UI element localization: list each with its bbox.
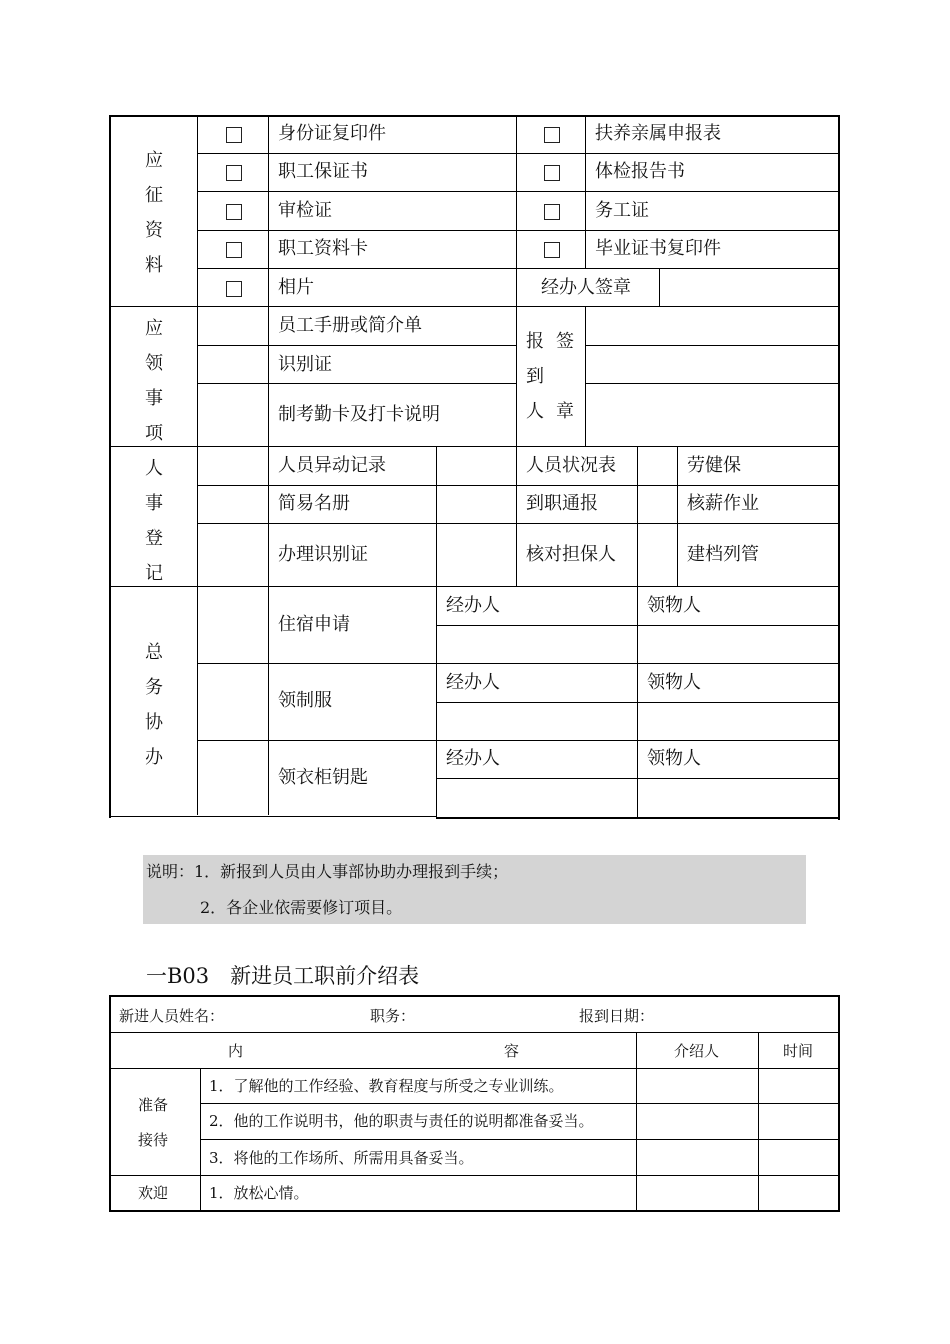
column-header-content-left: 内 (228, 1042, 244, 1060)
hr-item-status-table: 人员状况表 (526, 455, 616, 476)
ga-agent-label: 经办人 (446, 595, 500, 616)
checkbox-photo[interactable] (226, 281, 242, 297)
ga-item-uniform: 领制服 (278, 690, 332, 711)
table-border-top (109, 115, 840, 117)
table-border-bottom-left (109, 816, 437, 817)
hr-item-insurance: 劳健保 (687, 455, 741, 476)
item-staff-record-card: 职工资料卡 (278, 238, 368, 259)
ga-item-dorm-application: 住宿申请 (278, 614, 350, 635)
new-hire-name-label: 新进人员姓名： (119, 1007, 225, 1025)
item-employee-handbook: 员工手册或简介单 (278, 315, 422, 336)
hr-item-change-record: 人员异动记录 (278, 455, 386, 476)
remark-line-2: 2．各企业依需要修订项目。 (200, 898, 403, 917)
hr-item-arrival-notice: 到职通报 (526, 493, 598, 514)
item-guarantee-letter: 职工保证书 (278, 161, 368, 182)
table-row: 2．他的工作说明书，他的职责与责任的说明都准备妥当。 (209, 1112, 594, 1130)
group-label-welcome: 欢迎 (138, 1184, 169, 1202)
item-diploma-copy: 毕业证书复印件 (595, 238, 721, 259)
ga-agent-label: 经办人 (446, 672, 500, 693)
ga-agent-label: 经办人 (446, 748, 500, 769)
position-field[interactable] (420, 1001, 570, 1027)
item-work-permit: 务工证 (595, 200, 649, 221)
table-row: 1．放松心情。 (209, 1184, 309, 1202)
hr-item-issue-id: 办理识别证 (278, 544, 368, 565)
item-attendance-card: 制考勤卡及打卡说明 (278, 404, 440, 425)
checkbox-dependents-form[interactable] (544, 127, 560, 143)
position-label: 职务： (370, 1007, 416, 1025)
column-header-time: 时间 (783, 1042, 814, 1060)
hr-item-salary: 核薪作业 (687, 493, 759, 514)
report-date-field[interactable] (660, 1001, 830, 1027)
checkbox-staff-record-card[interactable] (226, 242, 242, 258)
remark-line-1: 说明：1．新报到人员由人事部协助办理报到手续； (146, 862, 509, 881)
item-id-card-copy: 身份证复印件 (278, 123, 386, 144)
item-dependents-form: 扶养亲属申报表 (595, 123, 721, 144)
checkbox-id-card-copy[interactable] (226, 127, 242, 143)
column-header-introducer: 介绍人 (674, 1042, 720, 1060)
checkbox-work-permit[interactable] (544, 204, 560, 220)
checkbox-medical-report[interactable] (544, 165, 560, 181)
table-row: 3．将他的工作场所、所需用具备妥当。 (209, 1149, 474, 1167)
report-date-label: 报到日期： (579, 1007, 655, 1025)
form-title: 一B03 新进员工职前介绍表 (146, 964, 420, 988)
table-border-bottom-right (436, 817, 840, 819)
hr-item-filing: 建档列管 (687, 544, 759, 565)
table-row: 1．了解他的工作经验、教育程度与所受之专业训练。 (209, 1077, 564, 1095)
item-id-badge: 识别证 (278, 354, 332, 375)
group-label-prepare-line2: 接待 (138, 1131, 169, 1149)
table-border-left (109, 115, 111, 818)
checkbox-guarantee-letter[interactable] (226, 165, 242, 181)
agent-signature-field[interactable] (662, 270, 836, 304)
ga-receiver-label: 领物人 (647, 748, 701, 769)
hr-item-verify-guarantor: 核对担保人 (526, 544, 616, 565)
new-hire-name-field[interactable] (232, 1001, 362, 1027)
checkbox-inspection-cert[interactable] (226, 204, 242, 220)
ga-receiver-label: 领物人 (647, 595, 701, 616)
checkbox-diploma-copy[interactable] (544, 242, 560, 258)
item-photo: 相片 (278, 277, 314, 298)
table-border-right (838, 115, 840, 820)
ga-receiver-label: 领物人 (647, 672, 701, 693)
item-inspection-cert: 审检证 (278, 200, 332, 221)
agent-signature-label: 经办人签章 (541, 277, 631, 298)
group-label-prepare-line1: 准备 (138, 1096, 169, 1114)
ga-item-locker-key: 领衣柜钥匙 (278, 767, 368, 788)
hr-item-roster: 简易名册 (278, 493, 350, 514)
column-header-content-right: 容 (504, 1042, 520, 1060)
item-medical-report: 体检报告书 (595, 161, 685, 182)
